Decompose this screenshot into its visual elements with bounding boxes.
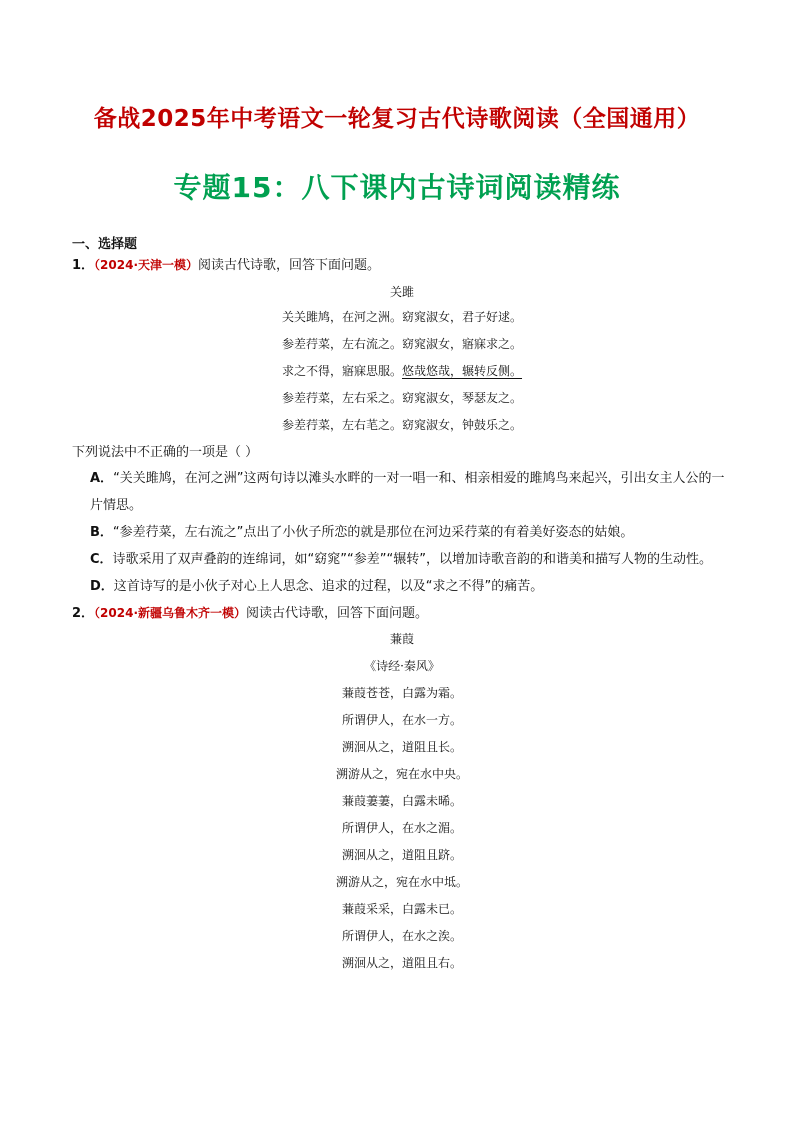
poem-line: 溯游从之，宛在水中坻。 [335,875,468,889]
section-heading: 一、选择题 [72,237,138,252]
question-prompt: 阅读古代诗歌，回答下面问题。 [198,258,381,273]
poem-line: 所谓伊人，在水之涘。 [341,929,462,943]
poem-jianjia [72,626,732,977]
poem-line: 参差荇菜，左右流之。窈窕淑女，寤寐求之。 [281,337,522,351]
question-number: 1． [72,258,95,273]
question-2-header [72,602,732,624]
poem-line-part: 求之不得，寤寐思服。 [281,364,402,378]
poem-line: 蒹葭苍苍，白露为霜。 [341,686,462,700]
question-source: （2024·新疆乌鲁木齐一模） [94,606,247,620]
poem-line [72,358,732,385]
question-stem: 下列说法中不正确的一项是（ ） [72,445,259,460]
document-content [72,236,732,977]
poem-title: 关雎 [389,285,414,299]
poem-line: 所谓伊人，在水一方。 [341,713,462,727]
poem-line: 溯洄从之，道阻且长。 [341,740,462,754]
option-letter: A． [90,471,114,486]
option-text: “参差荇菜，左右流之”点出了小伙子所恋的就是那位在河边采荇菜的有着美好姿态的姑娘。 [112,525,634,540]
option-letter: D． [90,579,114,594]
option-c[interactable] [72,546,732,573]
option-a[interactable] [72,465,732,519]
poem-title: 蒹葭 [389,632,414,646]
poem-guanju [72,280,732,439]
poem-line: 蒹葭采采，白露未已。 [341,902,462,916]
option-letter: C． [90,552,113,567]
poem-line: 所谓伊人，在水之湄。 [341,821,462,835]
question-number: 2． [72,606,95,621]
option-b[interactable] [72,519,732,546]
poem-line: 关关雎鸠，在河之洲。窈窕淑女，君子好逑。 [281,310,522,324]
main-title: 备战2025年中考语文一轮复习古代诗歌阅读（全国通用） [93,106,701,132]
question-1-header [72,254,732,276]
question-prompt: 阅读古代诗歌，回答下面问题。 [246,606,429,621]
option-d[interactable] [72,573,732,600]
question-source: （2024·天津一模） [94,258,199,272]
sub-title: 专题15：八下课内古诗词阅读精练 [173,171,621,204]
poem-line: 参差荇菜，左右芼之。窈窕淑女，钟鼓乐之。 [281,418,522,432]
option-text: 诗歌采用了双声叠韵的连绵词，如“窈窕”“参差”“辗转”，以增加诗歌音韵的和谐美和描写人物的生动性。 [112,552,712,567]
option-letter: B． [90,525,113,540]
option-text: “关关雎鸠，在河之洲”这两句诗以滩头水畔的一对一唱一和、相亲相爱的雎鸠鸟来起兴，引出女主人公的一片情思。 [90,471,725,513]
poem-line: 溯洄从之，道阻且跻。 [341,848,462,862]
poem-line: 溯洄从之，道阻且右。 [341,956,462,970]
poem-line: 参差荇菜，左右采之。窈窕淑女，琴瑟友之。 [281,391,522,405]
poem-source: 《诗经·秦风》 [364,659,440,673]
poem-line: 溯游从之，宛在水中央。 [335,767,468,781]
option-text: 这首诗写的是小伙子对心上人思念、追求的过程，以及“求之不得”的痛苦。 [113,579,544,594]
poem-line: 蒹葭萋萋，白露未晞。 [341,794,462,808]
poem-line-underlined: 悠哉悠哉，辗转反侧。 [402,364,523,378]
